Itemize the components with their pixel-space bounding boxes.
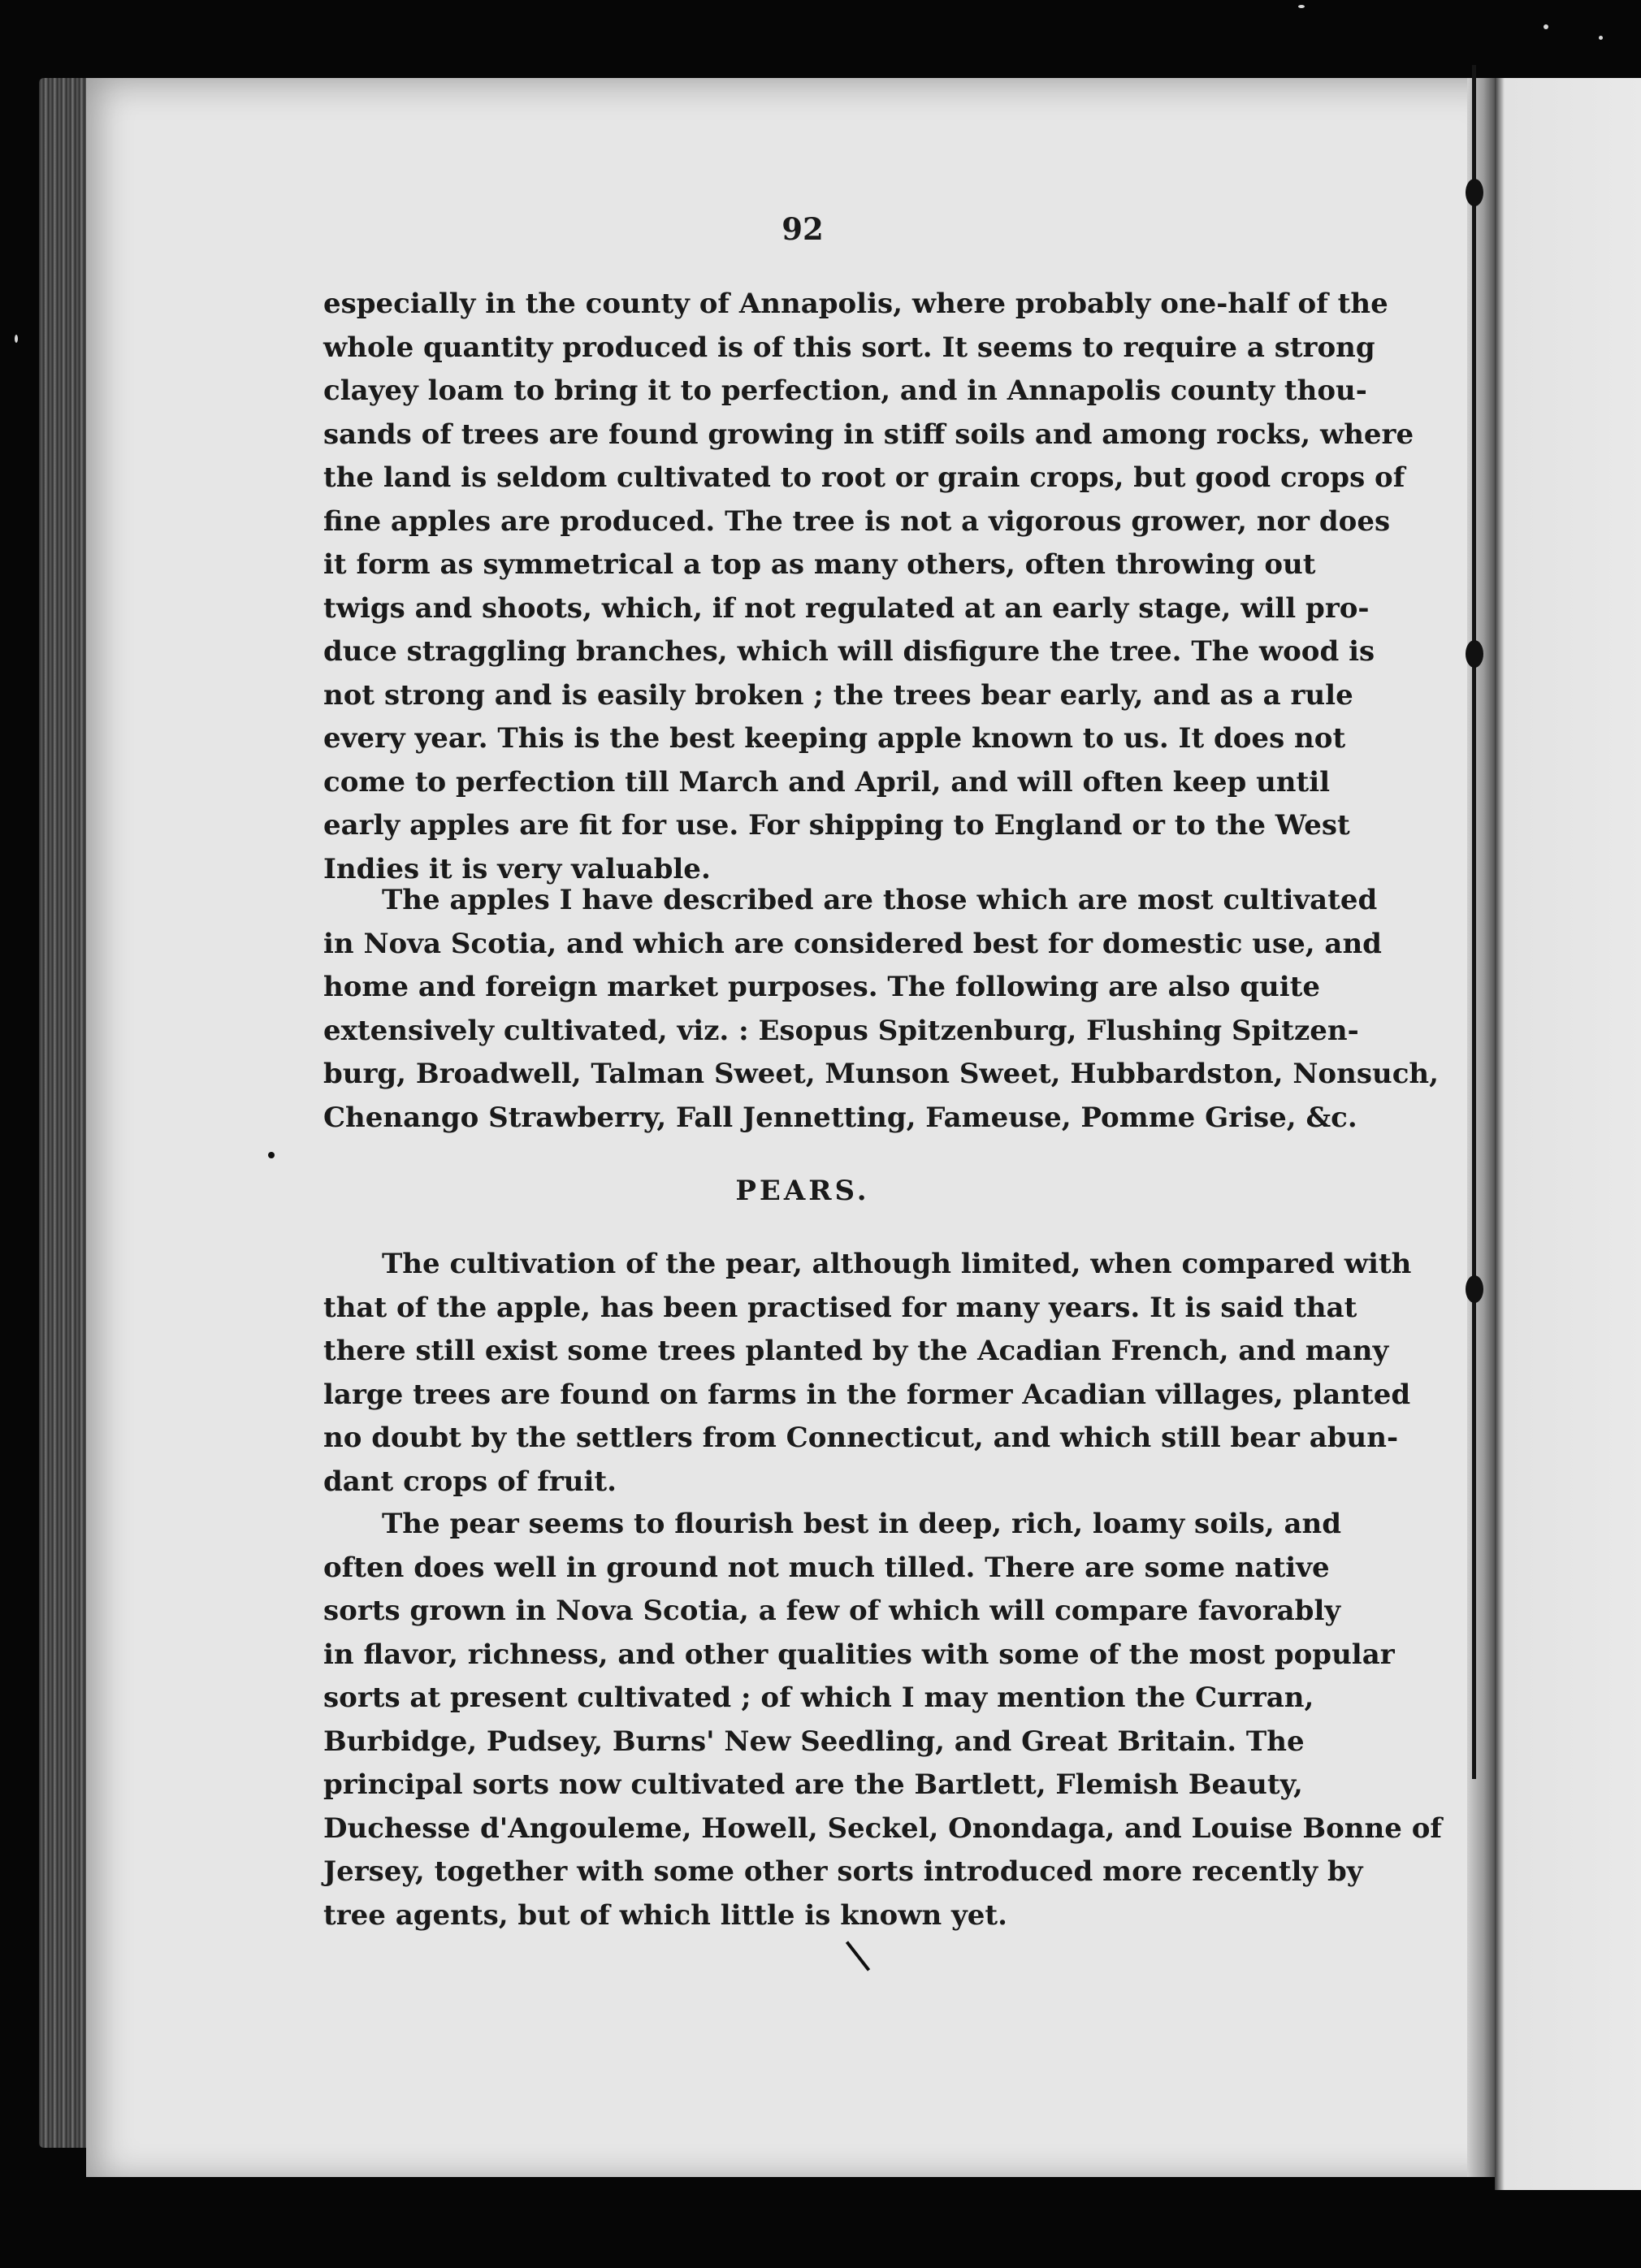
paragraph-apple-varieties [323, 879, 1439, 1140]
scan-speck [1599, 36, 1603, 40]
text-line: dant crops of fruit. [323, 1465, 617, 1498]
text-line: often does well in ground not much tilled. There are some native [323, 1551, 1330, 1584]
text-line: Chenango Strawberry, Fall Jennetting, Fameuse, Pomme Grise, &c. [323, 1101, 1357, 1134]
text-line: extensively cultivated, viz. : Esopus Spitzenburg, Flushing Spitzen- [323, 1014, 1359, 1047]
scan-speck [15, 335, 18, 343]
text-line: principal sorts now cultivated are the Bartlett, Flemish Beauty, [323, 1768, 1303, 1801]
text-line: Indies it is very valuable. [323, 852, 711, 885]
text-line: large trees are found on farms in the former Acadian villages, planted [323, 1378, 1411, 1411]
page-number: 92 [782, 211, 824, 247]
paragraph-apple-description [323, 283, 1414, 891]
text-line: it form as symmetrical a top as many others, often throwing out [323, 548, 1316, 581]
text-line: come to perfection till March and April, and will often keep until [323, 765, 1331, 799]
text-line: in Nova Scotia, and which are considered best for domestic use, and [323, 927, 1382, 960]
binding-thread [1472, 65, 1476, 1779]
text-line: fine apples are produced. The tree is not a vigorous grower, nor does [323, 504, 1391, 538]
binding-knot [1466, 179, 1483, 206]
text-line: sands of trees are found growing in stiff soils and among rocks, where [323, 418, 1414, 451]
text-line: tree agents, but of which little is known yet. [323, 1898, 1007, 1932]
text-line: duce straggling branches, which will disfigure the tree. The wood is [323, 635, 1375, 668]
text-line: in flavor, richness, and other qualities with some of the most popular [323, 1638, 1395, 1671]
text-line: that of the apple, has been practised for many years. It is said that [323, 1291, 1357, 1324]
binding-knot [1466, 1275, 1483, 1303]
text-line: The cultivation of the pear, although limited, when compared with [382, 1248, 1412, 1280]
text-line: The apples I have described are those which are most cultivated [382, 884, 1378, 916]
text-line: early apples are fit for use. For shipping to England or to the West [323, 809, 1350, 842]
facing-page-edge [1495, 78, 1641, 2190]
text-line: twigs and shoots, which, if not regulated at an early stage, will pro- [323, 591, 1370, 625]
text-line: Jersey, together with some other sorts introduced more recently by [323, 1855, 1363, 1888]
text-line: Duchesse d'Angouleme, Howell, Seckel, Onondaga, and Louise Bonne of [323, 1811, 1442, 1845]
text-line: burg, Broadwell, Talman Sweet, Munson Sweet, Hubbardston, Nonsuch, [323, 1058, 1439, 1090]
paragraph-pear-varieties [323, 1503, 1442, 1937]
section-heading-pears: PEARS. [735, 1175, 870, 1207]
text-line: especially in the county of Annapolis, where probably one-half of the [323, 288, 1388, 320]
paragraph-pear-cultivation [323, 1243, 1412, 1504]
text-line: The pear seems to flourish best in deep, rich, loamy soils, and [382, 1508, 1342, 1540]
text-line: sorts grown in Nova Scotia, a few of which will compare favorably [323, 1595, 1341, 1627]
text-line: sorts at present cultivated ; of which I may mention the Curran, [323, 1682, 1314, 1714]
text-line: no doubt by the settlers from Connecticut, and which still bear abun- [323, 1422, 1399, 1454]
text-line: there still exist some trees planted by the Acadian French, and many [323, 1335, 1389, 1367]
text-line: whole quantity produced is of this sort. It seems to require a strong [323, 331, 1375, 364]
scan-speck [1298, 5, 1305, 8]
binding-knot [1466, 640, 1483, 668]
ink-speck [268, 1152, 275, 1158]
text-line: the land is seldom cultivated to root or grain crops, but good crops of [323, 461, 1405, 494]
text-line: every year. This is the best keeping apple known to us. It does not [323, 722, 1346, 755]
text-line: Burbidge, Pudsey, Burns' New Seedling, and Great Britain. The [323, 1725, 1305, 1758]
text-line: not strong and is easily broken ; the trees bear early, and as a rule [323, 678, 1353, 712]
scan-speck [1544, 24, 1548, 29]
text-line: home and foreign market purposes. The following are also quite [323, 971, 1320, 1003]
text-line: clayey loam to bring it to perfection, and in Annapolis county thou- [323, 374, 1367, 407]
